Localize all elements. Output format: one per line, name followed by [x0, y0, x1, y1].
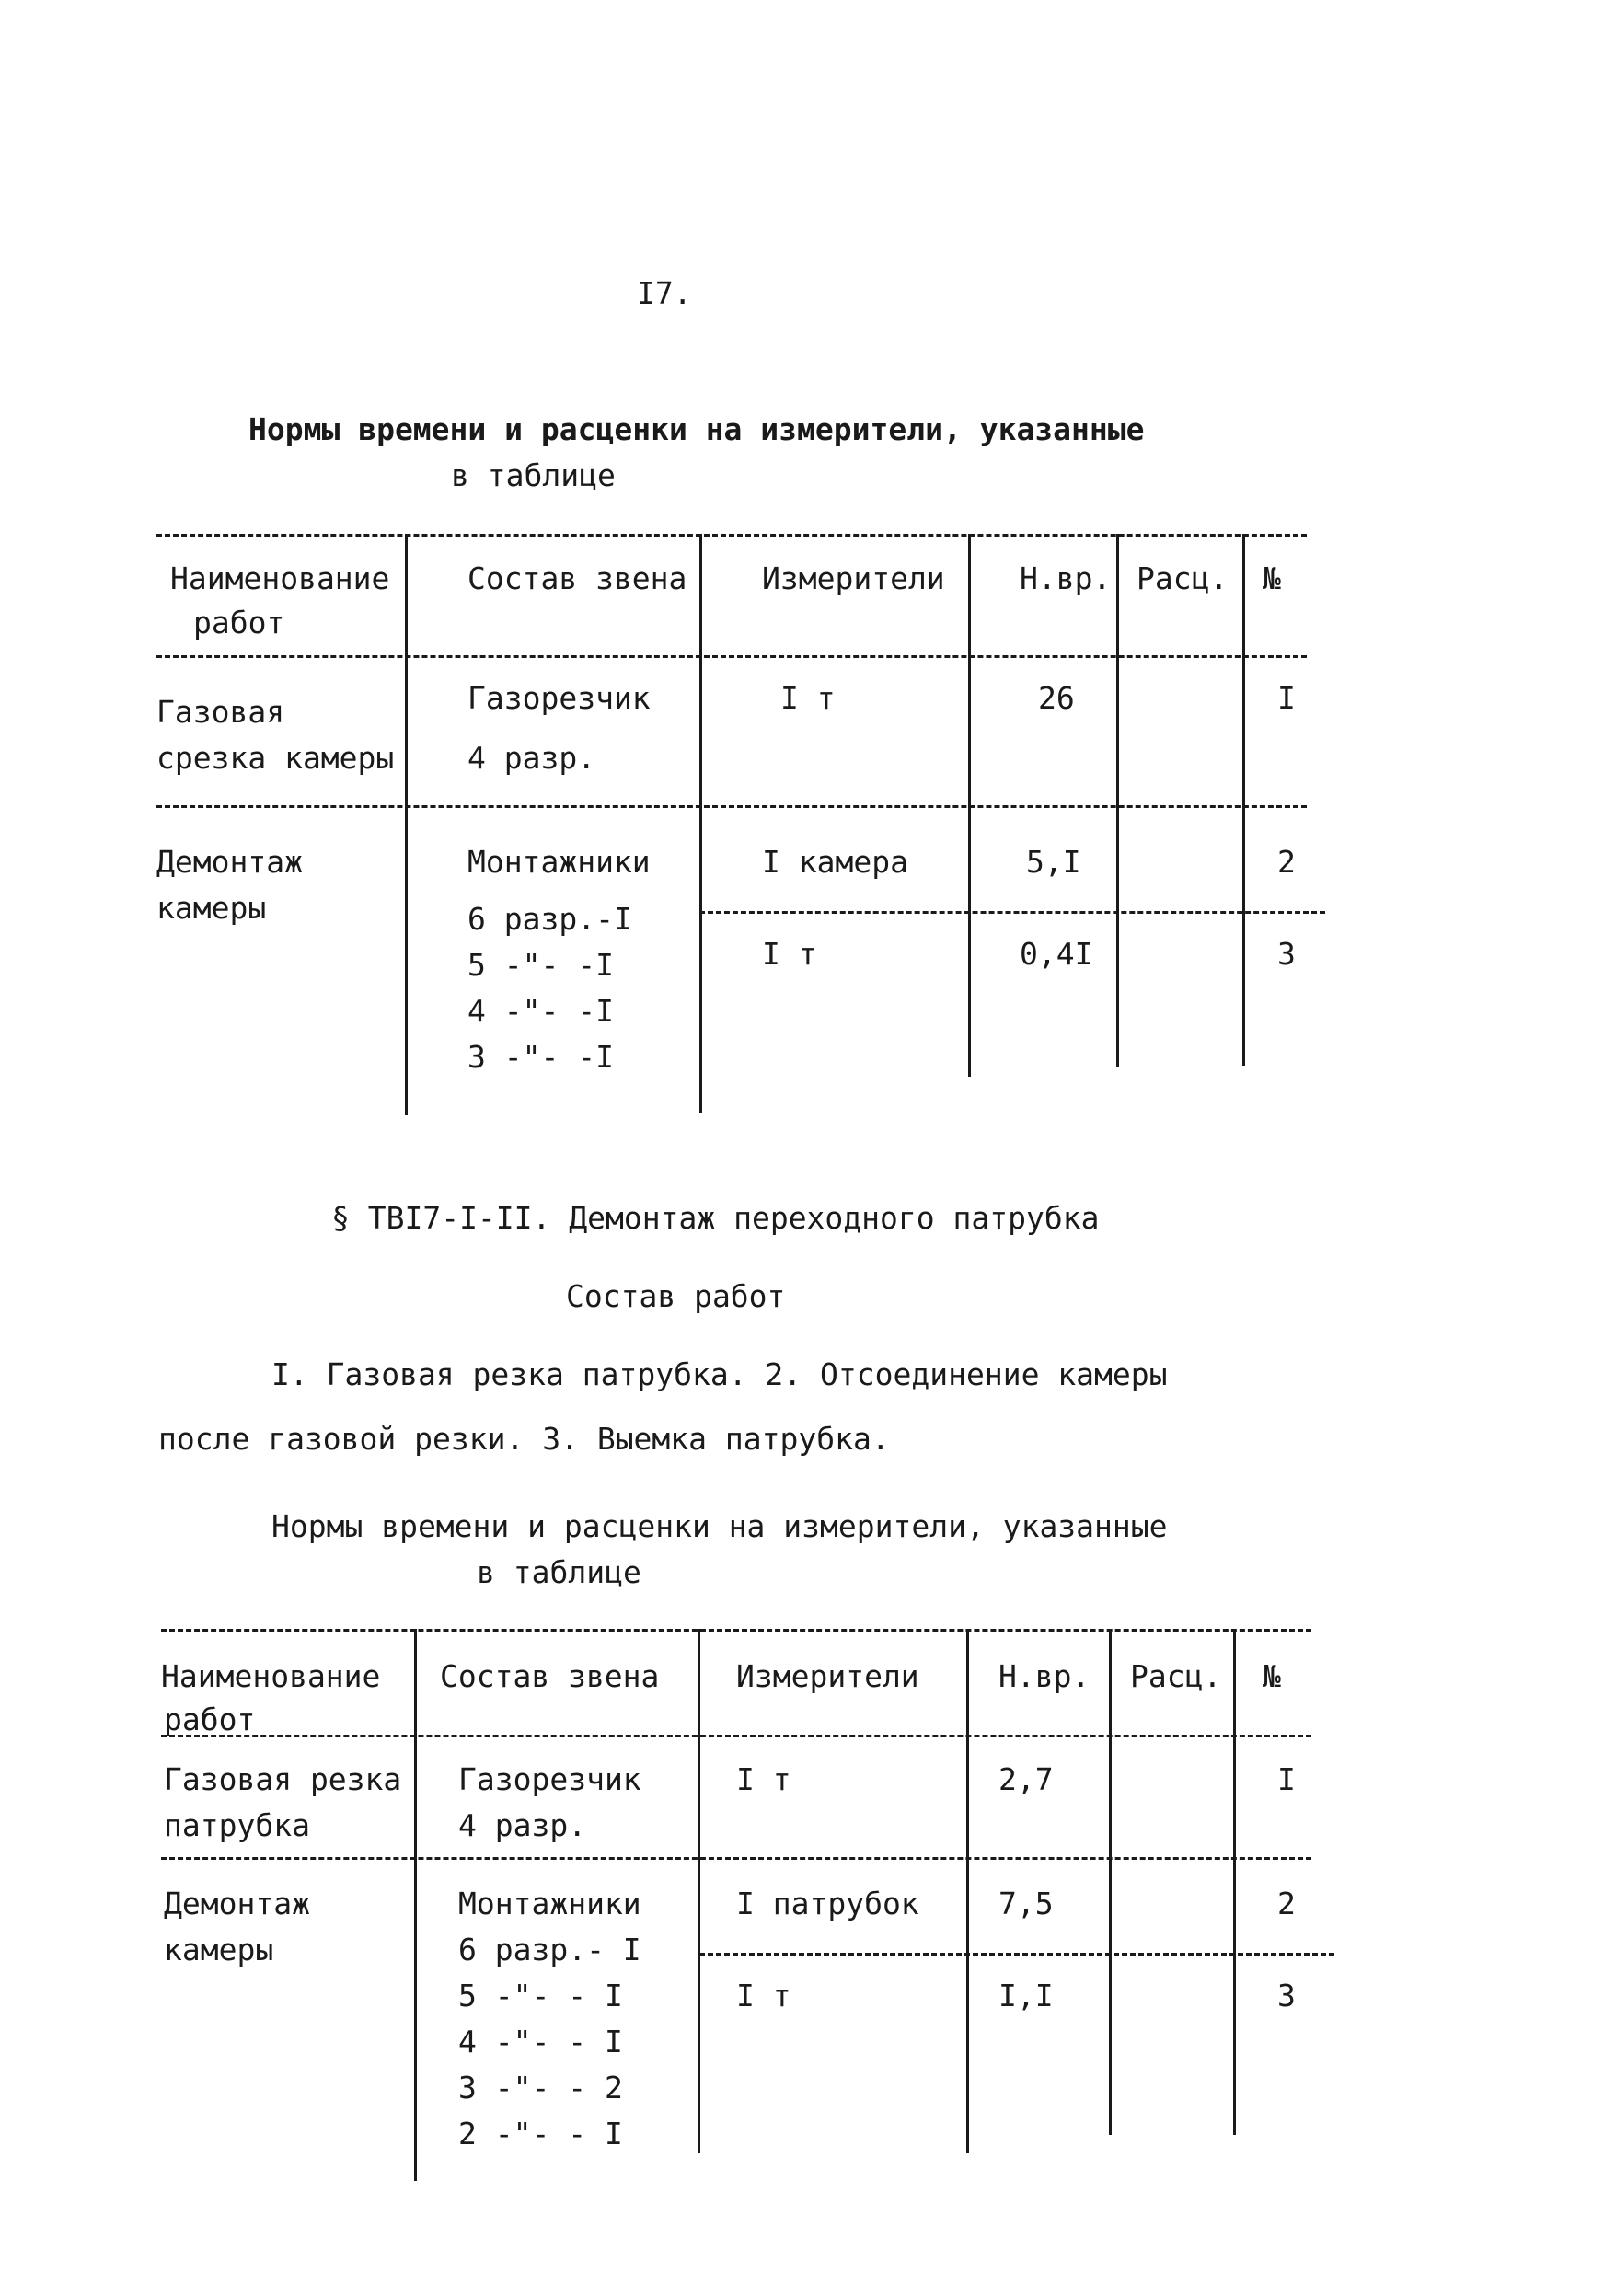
- table-2-row-1-work-line-1: Газовая резка: [164, 1761, 402, 1797]
- table-1-header-measures: Измерители: [762, 560, 945, 596]
- table-2-row-2-work-line-2: камеры: [164, 1932, 274, 1967]
- table-1-row-2-measure-1: I камера: [762, 844, 908, 880]
- table-1-row-1-crew-line-2: 4 разр.: [467, 740, 596, 776]
- table-1-header-work-2: работ: [193, 605, 285, 640]
- table-2-row-2-norm-2: I,I: [998, 1978, 1054, 2013]
- table-1-row-2-num-2: 3: [1277, 936, 1296, 972]
- table-2-row-2-norm-1: 7,5: [998, 1886, 1054, 1921]
- table-2-row-2-crew-line-1: Монтажники: [458, 1886, 641, 1921]
- table-1-row-2-crew-line-2: 6 разр.-I: [467, 901, 632, 937]
- table-1-row-2-norm-2: 0,4I: [1020, 936, 1093, 972]
- table-2-row-2-num-1: 2: [1277, 1886, 1296, 1921]
- table-1-header-work: Наименование: [170, 560, 390, 596]
- heading-2-line-2: в таблице: [477, 1554, 641, 1590]
- table-2-header-work-2: работ: [164, 1702, 256, 1737]
- table-1-header-crew: Состав звена: [467, 560, 687, 596]
- section-subtitle: Состав работ: [566, 1278, 786, 1314]
- page-number: I7.: [637, 275, 692, 311]
- table-2-row-2-crew-line-5: 3 -"- - 2: [458, 2070, 623, 2106]
- section-text-line-1: I. Газовая резка патрубка. 2. Отсоединение камеры: [271, 1356, 1168, 1392]
- table-1-header-rate: Расц.: [1137, 560, 1229, 596]
- table-1-row-2-crew-line-4: 4 -"- -I: [467, 993, 614, 1029]
- table-1-row-2-crew-line-3: 5 -"- -I: [467, 947, 614, 983]
- table-2-header-crew: Состав звена: [440, 1658, 660, 1694]
- table-1-row-2-num-1: 2: [1277, 844, 1296, 880]
- table-1-row-2-crew-line-5: 3 -"- -I: [467, 1039, 614, 1075]
- table-2-header-measures: Измерители: [736, 1658, 919, 1694]
- table-1-row-2-norm-1: 5,I: [1026, 844, 1081, 880]
- heading-1-line-1: Нормы времени и расценки на измерители, указанные: [248, 411, 1145, 447]
- heading-2-line-1: Нормы времени и расценки на измерители, указанные: [271, 1508, 1168, 1544]
- table-1-row-2-work-line-2: камеры: [156, 890, 267, 926]
- table-2-row-1-measure: I т: [736, 1761, 791, 1797]
- table-1-row-1-num: I: [1277, 680, 1296, 716]
- table-1-header-num: №: [1263, 560, 1281, 596]
- table-2-header-rate: Расц.: [1130, 1658, 1222, 1694]
- table-2-row-1-num: I: [1277, 1761, 1296, 1797]
- heading-1-line-2: в таблице: [451, 457, 616, 493]
- table-2-row-2-crew-line-6: 2 -"- - I: [458, 2116, 623, 2152]
- table-2-row-1-crew-line-1: Газорезчик: [458, 1761, 641, 1797]
- table-2-row-2-measure-2: I т: [736, 1978, 791, 2013]
- table-1-row-1-work-line-2: срезка камеры: [156, 740, 395, 776]
- table-1-row-2-work-line-1: Демонтаж: [156, 844, 303, 880]
- table-1-row-1-measure: I т: [780, 680, 836, 716]
- table-2-row-1-work-line-2: патрубка: [164, 1807, 310, 1843]
- table-2-row-2-measure-1: I патрубок: [736, 1886, 919, 1921]
- table-1-row-2-measure-2: I т: [762, 936, 817, 972]
- table-2-row-2-num-2: 3: [1277, 1978, 1296, 2013]
- section-text-line-2: после газовой резки. 3. Выемка патрубка.: [158, 1421, 890, 1457]
- table-2-header-work: Наименование: [161, 1658, 381, 1694]
- table-2-row-1-norm: 2,7: [998, 1761, 1054, 1797]
- table-2-row-1-crew-line-2: 4 разр.: [458, 1807, 587, 1843]
- table-1-row-1-crew-line-1: Газорезчик: [467, 680, 651, 716]
- table-2-header-num: №: [1263, 1658, 1281, 1694]
- table-1-row-1-work-line-1: Газовая: [156, 694, 285, 730]
- table-1-header-norm: Н.вр.: [1020, 560, 1112, 596]
- table-2-row-2-crew-line-3: 5 -"- - I: [458, 1978, 623, 2013]
- section-title: § ТВI7-I-II. Демонтаж переходного патрубка: [331, 1200, 1100, 1236]
- table-1-row-2-crew-line-1: Монтажники: [467, 844, 651, 880]
- table-2-header-norm: Н.вр.: [998, 1658, 1090, 1694]
- table-2-row-2-crew-line-4: 4 -"- - I: [458, 2024, 623, 2059]
- table-1-row-1-norm: 26: [1038, 680, 1075, 716]
- table-2-row-2-crew-line-2: 6 разр.- I: [458, 1932, 641, 1967]
- table-2-row-2-work-line-1: Демонтаж: [164, 1886, 310, 1921]
